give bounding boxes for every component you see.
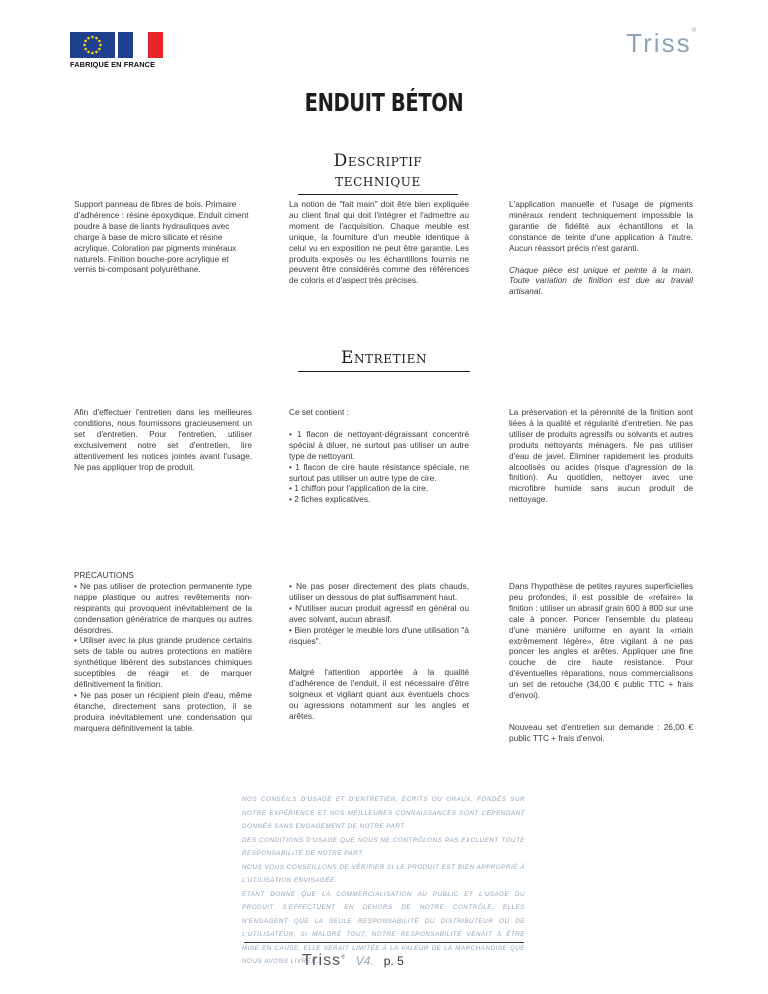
precaution-item: • Ne pas poser directement des plats chauds, utiliser un dessous de plat suffisamment haut.	[289, 581, 469, 602]
precaution-item: • Bien protéger le meuble lors d'une utilisation "à risques".	[289, 624, 469, 646]
set-item: • 1 flacon de nettoyant-dégraissant concentré spécial à diluer, ne surtout pas utiliser un autre type de nettoyant.	[289, 428, 469, 461]
precautions-col-2	[289, 581, 469, 722]
set-item: • 1 flacon de cire haute résistance spéciale, ne surtout pas utiliser un autre type de cire.	[289, 461, 469, 483]
disclaimer-paragraph: NOUS VOUS CONSEILLONS DE VÉRIFIER SI LE PRODUIT EST BIEN APPROPRIÉ À L'UTILISATION ENVISAGÉE.	[242, 863, 525, 884]
page-title: ENDUIT BÉTON	[304, 88, 464, 117]
descriptif-text-2: La notion de "fait main" doit être bien expliquée au client final qui doit l'intégrer et l'admettre au moment de l'acquisition. Chaque meuble est unique, la fourniture d'un meuble identique à celui vu en exposition ne peut être garantie. Les produits exposés ou les échantillons fournis ne peuvent être considérés comme des références de coloris et d'aspect très précises.	[289, 199, 469, 286]
footer-divider	[244, 942, 524, 943]
precaution-item: • Ne pas utiliser de protection permanente type nappe plastique ou autres revêtements non-respirants qui provoquent inévitablement de la condensation génératrice de marques ou autres désordres.	[74, 580, 252, 635]
descriptif-col-1	[74, 199, 252, 275]
brand-logo: Triss®	[626, 28, 696, 58]
precaution-item: • Ne pas poser un récipient plein d'eau, même étanche, directement sans protection, il se produira inévitablement une condensation qui marquera définitivement la table.	[74, 689, 252, 733]
entretien-text-3: La préservation et la pérennité de la finition sont liées à la qualité et régularité d'entretien. Ne pas utiliser de produits agressifs ou solvants et autres produits nettoyants ménagers. Ne pas utiliser d'eau de javel. Éliminer rapidement les produits alcoolisés ou acides (risque d'agression de la finition). Au quotidien, nettoyer avec une microfibre humide sans aucun produit de nettoyage.	[509, 407, 693, 505]
section-heading-entretien: Entretien	[298, 348, 470, 372]
made-in-france-badge	[70, 32, 163, 69]
section-heading-descriptif: Descriptif technique	[298, 151, 458, 195]
made-in-label: FABRIQUÉ EN FRANCE	[70, 60, 156, 69]
set-contents-heading: Ce set contient :	[289, 407, 349, 417]
disclaimer-paragraph: DES CONDITIONS D'USAGE QUE NOUS NE CONTRÔLONS PAS EXCLUENT TOUTE RESPONSABILITÉ DE NOTRE PART.	[242, 836, 525, 857]
precautions-col-3	[509, 581, 693, 744]
eu-flag-icon	[70, 32, 115, 58]
disclaimer-paragraph: ÉTANT DONNÉ QUE LA COMMERCIALISATION AU PUBLIC ET L'USAGE DU PRODUIT S'EFFECTUENT EN DEHORS DE NOTRE CONTRÔLE, ELLES N'ENGAGENT QUE LA SEULE RESPONSABILITÉ DU DISTRIBUTEUR OU DE L'UTILISATEUR, SI MALGRÉ TOUT, NOTRE RESPONSABILITÉ VENAIT À ÊTRE MISE EN CAUSE, ELLE SERAIT LIMITÉE À LA VALEUR DE LA MARCHANDISE QUE NOUS AVONS LIVRÉE.	[242, 890, 525, 965]
repair-text: Dans l'hypothèse de petites rayures superficielles peu profondes, il est possible de «refaire» la finition : utiliser un abrasif grain 600 à 800 sur une cale à poncer. Poncer l'ensemble du plateau d'une manière uniforme en ayant la «main extrêmement légère», être vigilant à ne pas poncer les angles et arêtes. Appliquer une fine couche de cire haute resistance. Pour d'éventuelles réparations, nous commercialisons un set de retouche (34,00 € public TTC + frais d'envoi).	[509, 581, 693, 701]
entretien-col-3	[509, 407, 693, 505]
footer	[302, 952, 404, 970]
version-label: V4.	[355, 954, 374, 968]
descriptif-text-3: L'application manuelle et l'usage de pigments minéraux rendent techniquement impossible la garantie de fidélité aux échantillons et la constance de teinte d'une application à l'autre. Aucun réassort précis n'est garanti.	[509, 199, 693, 253]
set-item: • 2 fiches explicatives.	[289, 494, 371, 505]
disclaimer-paragraph: NOS CONSEILS D'USAGE ET D'ENTRETIEN, ÉCRITS OU ORAUX, FONDÉS SUR NOTRE EXPÉRIENCE ET NOS MEILLEURES CONNAISSANCES SONT CEPENDANT DONNÉS SANS ENGAGEMENT DE NOTRE PART.	[242, 796, 525, 830]
entretien-col-1	[74, 407, 252, 472]
entretien-text-1: Afin d'effectuer l'entretien dans les meilleures conditions, nous fournissons gracieusement un set d'entretien. Pour l'entretien, utiliser exclusivement notre set d'entretien, lire attentivement les notices jointes avant l'usage. Ne pas appliquer trop de produit.	[74, 407, 252, 472]
descriptif-col-3	[509, 199, 693, 297]
descriptif-text-1: Support panneau de fibres de bois. Primaire d'adhérence : résine époxydique. Enduit ciment poudre à base de liants hydrauliques avec charge à base de micro silicate et résine acrylique. Coloration par pigments minéraux naturels. Finition bouche-pore acrylique et vernis bi-composant polyuréthane.	[74, 199, 249, 275]
set-item: • 1 chiffon pour l'application de la cire.	[289, 483, 429, 494]
page-number: p. 5	[383, 954, 404, 968]
footer-logo: Triss®	[302, 952, 346, 969]
descriptif-col-2	[289, 199, 469, 286]
precautions-heading: PRÉCAUTIONS	[74, 570, 134, 580]
precautions-note: Malgré l'attention apportée à la qualité d'adhérence de l'enduit, il est nécessaire d'être soigneux et vigilant quant aux éventuels chocs ou agressions notamment sur les angles et arêtes.	[289, 667, 469, 722]
precautions-col-1	[74, 570, 252, 734]
entretien-col-2	[289, 407, 469, 505]
new-set-text: Nouveau set d'entretien sur demande : 26,00 € public TTC + frais d'envoi.	[509, 721, 693, 743]
france-flag-icon	[118, 32, 163, 58]
precaution-item: • N'utiliser aucun produit agressif en général ou avec solvant, aucun abrasif.	[289, 602, 469, 624]
descriptif-text-3-italic: Chaque pièce est unique et peinte à la main. Toute variation de finition est due au travail artisanal.	[509, 264, 693, 297]
precaution-item: • Utiliser avec la plus grande prudence certains sets de table ou autres protections en matière synthétique libèrent des substances chimiques suceptibles de réagir et de marquer définitivement la finition.	[74, 635, 252, 690]
